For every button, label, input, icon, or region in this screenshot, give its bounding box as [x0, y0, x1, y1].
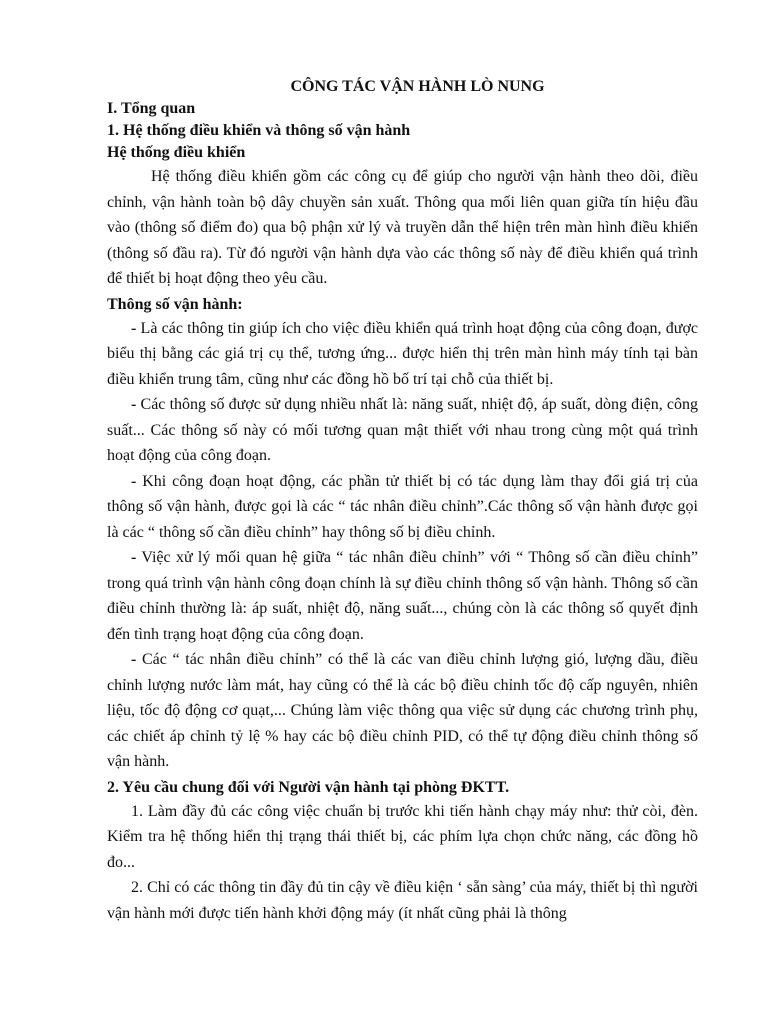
bullet-paragraph — [107, 392, 698, 469]
document-title: CÔNG TÁC VẬN HÀNH LÒ NUNG — [290, 78, 545, 95]
bullet-marker: - — [131, 472, 137, 490]
bullet-paragraph — [107, 469, 698, 546]
bullet-text: Các “ tác nhân điều chỉnh” có thể là các van điều chỉnh lượng gió, lượng dầu, điều chỉnh lượng nước làm mát, hay cũng có thể là các bộ điều chỉnh tốc độ cấp nguyên, nhiên liệu, tốc độ động cơ quạt,... Chúng làm việc thông qua việc sử dụng các chương trình phụ, các chiết áp chỉnh tỷ lệ % hay các bộ điều chỉnh PID, có thể tự động điều chỉnh thông số vận hành. — [107, 651, 698, 770]
bullet-marker: - — [131, 319, 137, 337]
paragraph-control-system: Hệ thống điều khiển gồm các công cụ để giúp cho người vận hành theo dõi, điều chỉnh, vận hành toàn bộ dây chuyền sản xuất. Thông qua mối liên quan giữa tín hiệu đầu vào (thông số điểm đo) qua bộ phận xử lý và truyền dẫn thể hiện trên màn hình điều khiển (thông số đầu ra). Từ đó người vận hành dựa vào các thông số này để điều khiển quá trình để thiết bị hoạt động theo yêu cầu. — [107, 168, 698, 287]
bullet-text: Khi công đoạn hoạt động, các phần tử thiết bị có tác dụng làm thay đổi giá trị của thông số vận hành, được gọi là các “ tác nhân điều chỉnh”.Các thông số vận hành được gọi là các “ thông số cần điều chỉnh” hay thông số bị điều chỉnh. — [107, 472, 699, 541]
bullet-paragraph — [107, 647, 698, 775]
subsection-heading-operator-requirements: 2. Yêu cầu chung đối với Người vận hành tại phòng ĐKTT. — [107, 778, 510, 796]
section-heading-overview: I. Tổng quan — [107, 100, 196, 117]
bullet-paragraph — [107, 316, 698, 393]
subheading-operating-params: Thông số vận hành: — [107, 295, 243, 313]
subsection-heading-control-and-params: 1. Hệ thống điều khiển và thông số vận hành — [107, 122, 411, 139]
bullet-marker: - — [131, 549, 137, 566]
subheading-control-system: Hệ thống điều khiển — [107, 144, 246, 161]
bullet-marker: - — [131, 651, 137, 668]
bullet-text: Việc xử lý mối quan hệ giữa “ tác nhân điều chỉnh” với “ Thông số cần điều chỉnh” trong quá trình vận hành công đoạn chính là sự điều chỉnh thông số vận hành. Thông số cần điều chỉnh thường là: áp suất, nhiệt độ, năng suất..., chúng còn là các thông số quyết định đến tình trạng hoạt động của công đoạn. — [107, 549, 698, 643]
bullet-marker: - — [131, 396, 137, 413]
numbered-paragraph: 2. Chỉ có các thông tin đầy đủ tin cậy về điều kiện ‘ sẵn sàng’ của máy, thiết bị thì người vận hành mới được tiến hành khởi động máy (ít nhất cũng phải là thông — [107, 879, 698, 922]
numbered-paragraph: 1. Làm đầy đủ các công việc chuẩn bị trước khi tiến hành chạy máy như: thử còi, đèn. Kiểm tra hệ thống hiển thị trạng thái thiết bị, các phím lựa chọn chức năng, các đồng hồ đo... — [107, 802, 698, 871]
bullet-text: Các thông số được sử dụng nhiều nhất là: năng suất, nhiệt độ, áp suất, dòng điện, công suất... Các thông số này có mối tương quan mật thiết với nhau trong cùng một quá trình hoạt động của công đoạn. — [107, 396, 699, 464]
bullet-paragraph — [107, 545, 698, 647]
bullet-text: Là các thông tin giúp ích cho việc điều khiển quá trình hoạt động của công đoạn, được biểu thị bằng các giá trị cụ thể, tương ứng... được hiển thị trên màn hình máy tính tại bàn điều khiển trung tâm, cũng như các đồng hồ bố trí tại chỗ của thiết bị. — [107, 319, 699, 388]
